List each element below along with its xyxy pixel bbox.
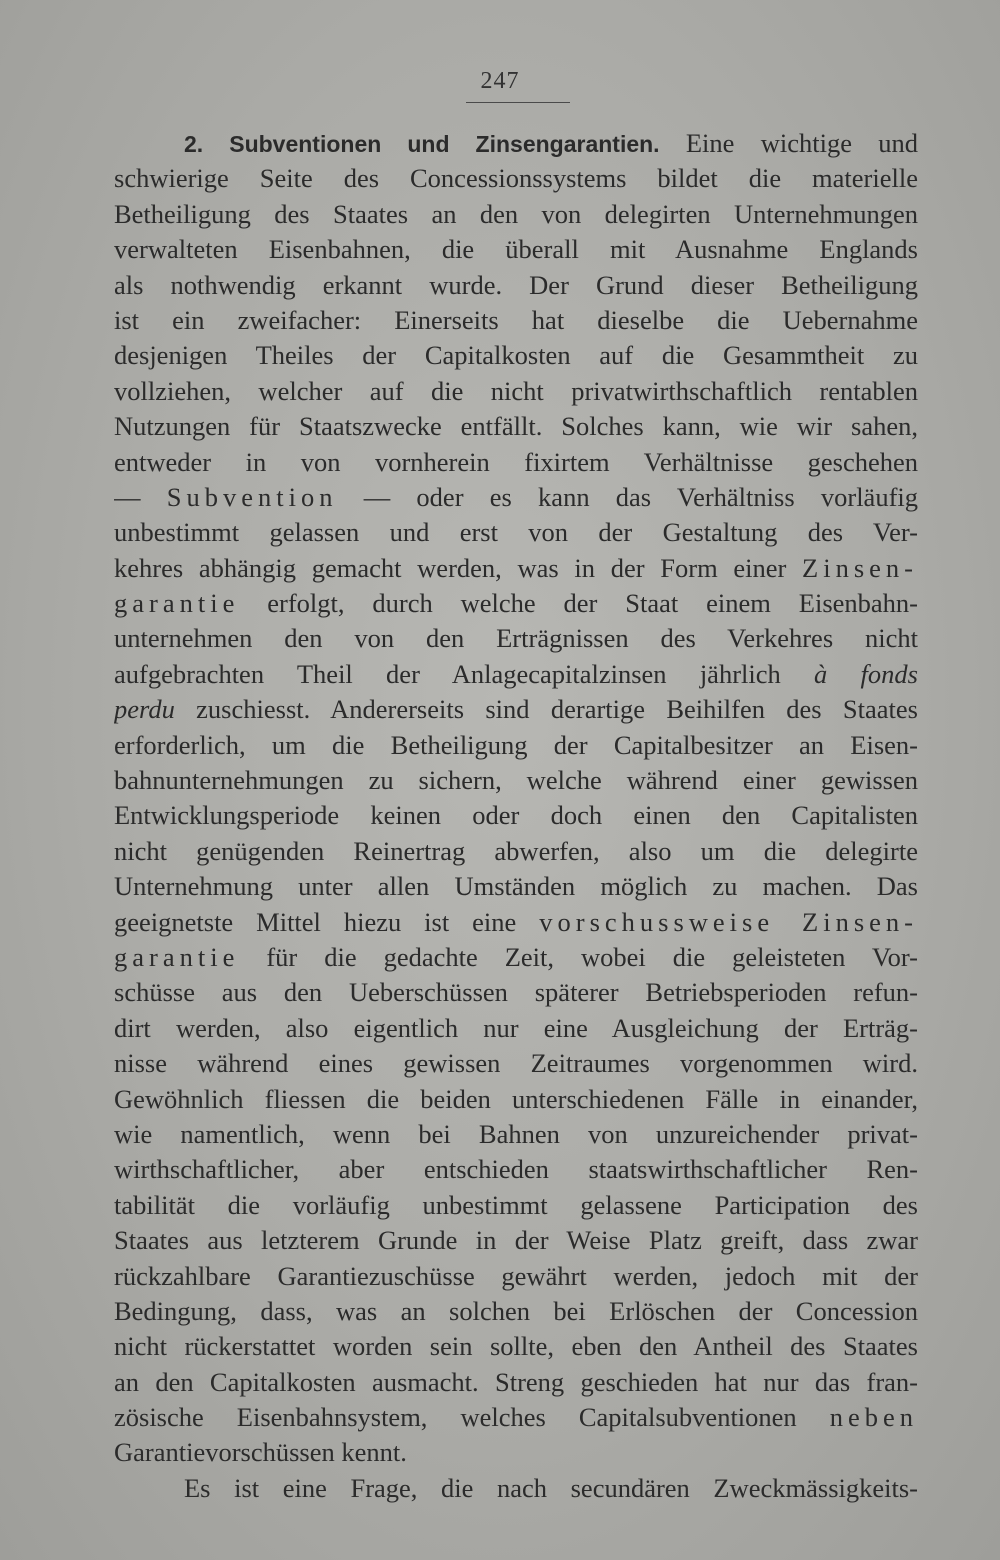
emphasis-spaced: garantie: [114, 588, 240, 619]
text-line: unbestimmt gelassen und erst von der Gestaltung des Ver-: [114, 517, 918, 548]
text-line: desjenigen Theiles der Capitalkosten auf die Gesammtheit zu: [114, 340, 918, 371]
text-line: kehres abhängig gemacht werden, was in der Form einer Zinsen-: [114, 552, 918, 583]
emphasis-spaced: Subvention: [166, 481, 338, 512]
emphasis-spaced: vorschussweise Zinsen-: [539, 906, 918, 937]
body-text: [114, 126, 918, 1506]
italic-phrase: à fonds: [814, 658, 918, 689]
section-heading: 2. Subventionen und Zinsengarantien.: [184, 131, 660, 157]
text-line: wie namentlich, wenn bei Bahnen von unzureichender privat-: [114, 1118, 918, 1149]
text-line: Staates aus letzterem Grunde in der Weise Platz greift, dass zwar: [114, 1225, 918, 1256]
text-line: — Subvention — oder es kann das Verhältniss vorläufig: [114, 481, 918, 512]
text-line: nicht rückerstattet worden sein sollte, eben den Antheil des Staates: [114, 1331, 918, 1362]
text-line: Gewöhnlich fliessen die beiden unterschiedenen Fälle in einander,: [114, 1083, 918, 1114]
text-line: erforderlich, um die Betheiligung der Capitalbesitzer an Eisen-: [114, 729, 918, 760]
text-line: verwalteten Eisenbahnen, die überall mit Ausnahme Englands: [114, 234, 918, 265]
text-line: Unternehmung unter allen Umständen möglich zu machen. Das: [114, 871, 918, 902]
page-number: 247: [480, 68, 520, 94]
text-line: zösische Eisenbahnsystem, welches Capitalsubventionen neben: [114, 1402, 918, 1433]
text-line: schwierige Seite des Concessionssystems bildet die materielle: [114, 163, 918, 194]
text-line: ist ein zweifacher: Einerseits hat dieselbe die Uebernahme: [114, 304, 918, 335]
italic-phrase: perdu: [114, 694, 175, 725]
header-rule: [466, 102, 570, 103]
text-line: tabilität die vorläufig unbestimmt gelassene Participation des: [114, 1189, 918, 1220]
text-line: dirt werden, also eigentlich nur eine Ausgleichung der Erträg-: [114, 1012, 918, 1043]
emphasis-spaced: Zinsen-: [802, 552, 918, 583]
text-line: Betheiligung des Staates an den von delegirten Unternehmungen: [114, 198, 918, 229]
text-line: aufgebrachten Theil der Anlagecapitalzinsen jährlich à fonds: [114, 658, 918, 689]
text-line: Bedingung, dass, was an solchen bei Erlöschen der Concession: [114, 1295, 918, 1326]
text-line: Nutzungen für Staatszwecke entfällt. Solches kann, wie wir sahen,: [114, 411, 918, 442]
text-line: entweder in von vornherein fixirtem Verhältnisse geschehen: [114, 446, 918, 477]
text-line: wirthschaftlicher, aber entschieden staatswirthschaftlicher Ren-: [114, 1154, 918, 1185]
text-line: Garantievorschüssen kennt.: [114, 1437, 407, 1468]
text-line: unternehmen den von den Erträgnissen des Verkehres nicht: [114, 623, 918, 654]
text-line: geeignetste Mittel hiezu ist eine vorschussweise Zinsen-: [114, 906, 918, 937]
text-line: Es ist eine Frage, die nach secundären Zweckmässigkeits-: [184, 1472, 918, 1503]
text-line: perdu zuschiesst. Andererseits sind derartige Beihilfen des Staates: [114, 694, 918, 725]
emphasis-spaced: neben: [829, 1402, 918, 1433]
text-line: als nothwendig erkannt wurde. Der Grund dieser Betheiligung: [114, 269, 918, 300]
text-line: bahnunternehmungen zu sichern, welche während einer gewissen: [114, 765, 918, 796]
text-line: rückzahlbare Garantiezuschüsse gewährt werden, jedoch mit der: [114, 1260, 918, 1291]
text-line: nicht genügenden Reinertrag abwerfen, also um die delegirte: [114, 835, 918, 866]
text-line: garantie erfolgt, durch welche der Staat einem Eisenbahn-: [114, 588, 918, 619]
text-line: garantie für die gedachte Zeit, wobei die geleisteten Vor-: [114, 941, 918, 972]
text-line: schüsse aus den Ueberschüssen späterer Betriebsperioden refun-: [114, 977, 918, 1008]
text-line: 2. Subventionen und Zinsengarantien. Eine wichtige und: [184, 128, 918, 158]
text-line: an den Capitalkosten ausmacht. Streng geschieden hat nur das fran-: [114, 1366, 918, 1397]
text-line: vollziehen, welcher auf die nicht privatwirthschaftlich rentablen: [114, 375, 918, 406]
emphasis-spaced: garantie: [114, 941, 240, 972]
text-line: Entwicklungsperiode keinen oder doch einen den Capitalisten: [114, 800, 918, 831]
text-line: nisse während eines gewissen Zeitraumes vorgenommen wird.: [114, 1048, 918, 1079]
